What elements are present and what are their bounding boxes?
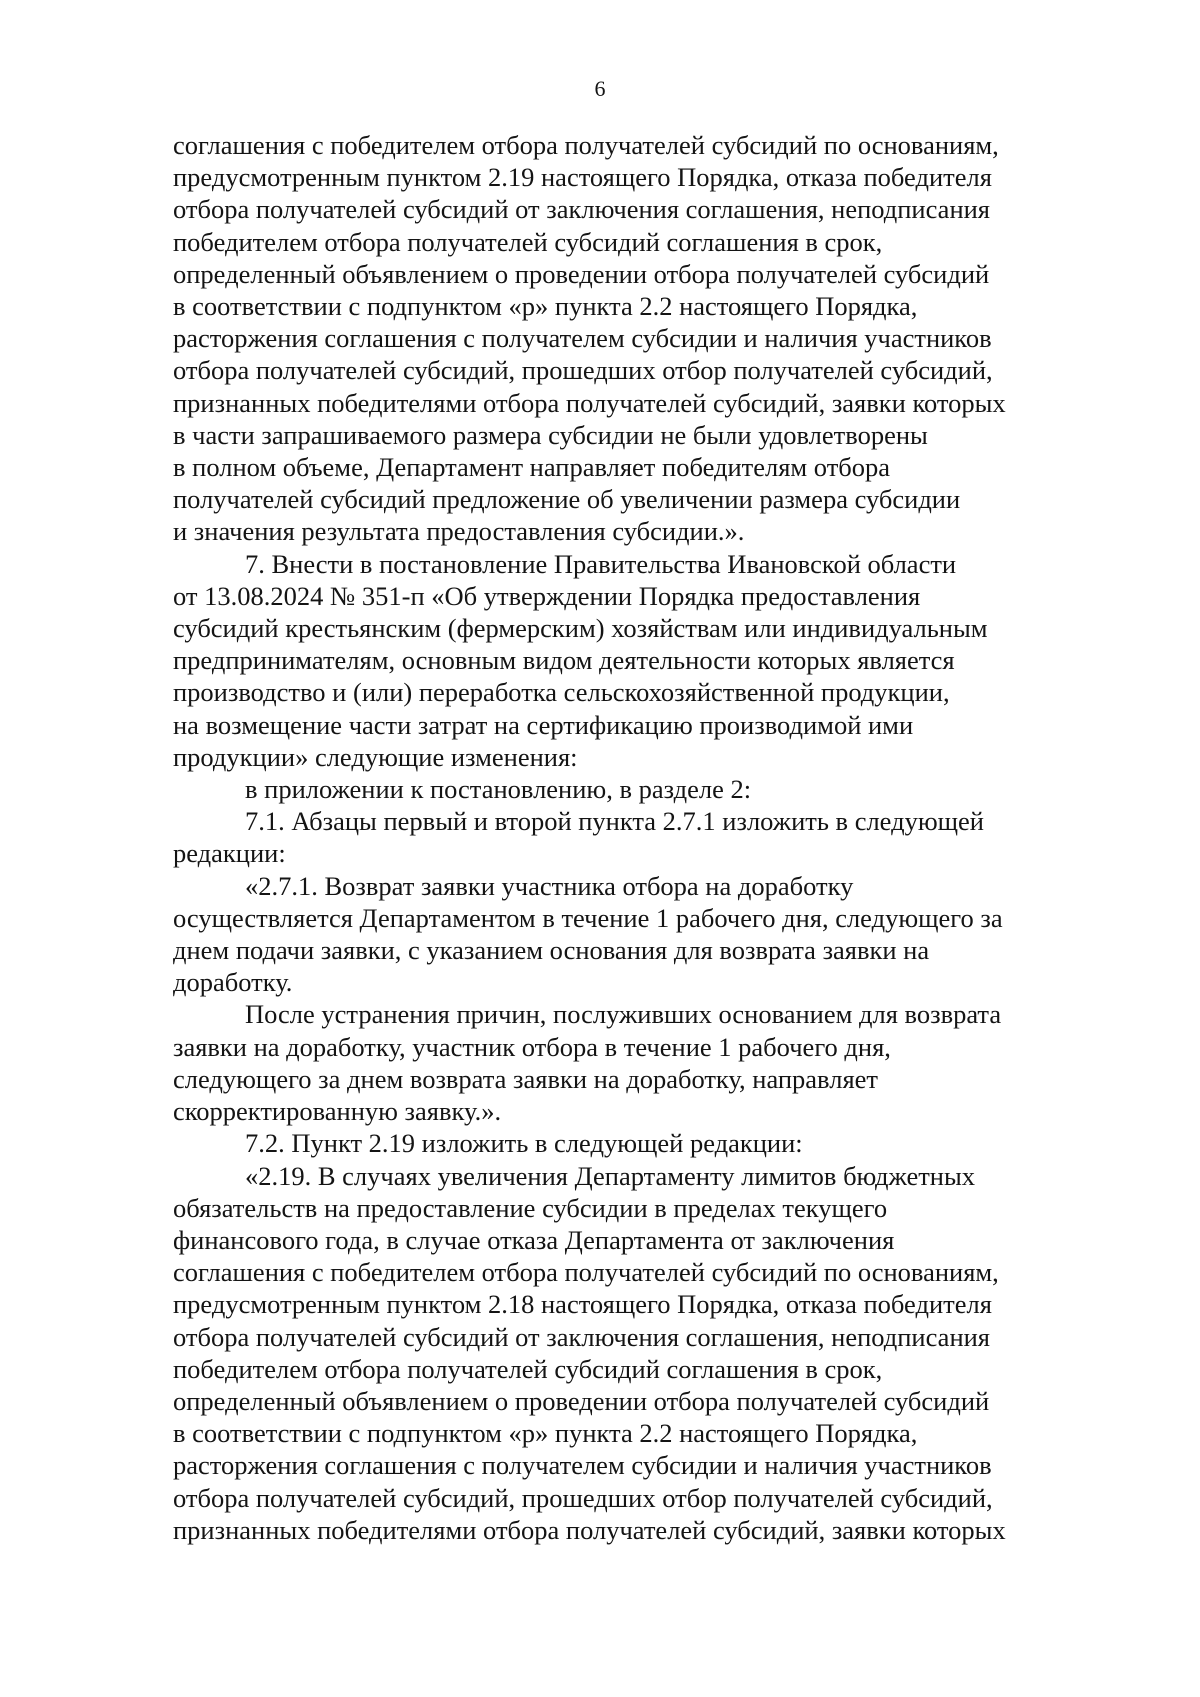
paragraph-clause-2-19: «2.19. В случаях увеличения Департаменту лимитов бюджетных обязательств на предоставление субсидии в пределах текущего финансового года, в случае отказа Департамента от заключения соглашения с победителем отбора получателей субсидий по основаниям, предусмотренным пунктом 2.18 настоящего Порядка, отказа победителя отбора получателей субсидий от заключения соглашения, неподписания победителем отбора получателей субсидий соглашения в срок, определенный объявлением о проведении отбора получателей субсидий в соответствии с подпунктом «р» пункта 2.2 настоящего Порядка, расторжения соглашения с получателем субсидии и наличия участников отбора получателей субсидий, прошедших отбор получателей субсидий, признанных победителями отбора получателей субсидий, заявки которых bbox=[173, 1160, 1006, 1545]
paragraph-after-correction: После устранения причин, послуживших основанием для возврата заявки на доработку, участник отбора в течение 1 рабочего дня, следующего за днем возврата заявки на доработку, направляет скорректированную заявку.». bbox=[173, 999, 1002, 1127]
paragraph-appendix-section: в приложении к постановлению, в разделе 2: bbox=[245, 774, 752, 805]
page-number: 6 bbox=[594, 76, 606, 101]
paragraph-continuation: соглашения с победителем отбора получателей субсидий по основаниям, предусмотренным пунктом 2.19 настоящего Порядка, отказа победителя отбора получателей субсидий от заключения соглашения, неподписания победителем отбора получателей субсидий соглашения в срок, определенный объявлением о проведении отбора получателей субсидий в соответствии с подпунктом «р» пункта 2.2 настоящего Порядка, расторжения соглашения с получателем субсидии и наличия участников отбора получателей субсидий, прошедших отбор получателей субсидий, признанных победителями отбора получателей субсидий, заявки которых в части запрашиваемого размера субсидии не были удовлетворены в полном объеме, Департамент направляет победителям отбора получателей субсидий предложение об увеличении размера субсидии и значения результата предоставления субсидии.». bbox=[173, 130, 1006, 547]
paragraph-item-7-1: 7.1. Абзацы первый и второй пункта 2.7.1 изложить в следующей редакции: bbox=[173, 806, 984, 869]
paragraph-item-7: 7. Внести в постановление Правительства Ивановской области от 13.08.2024 № 351-п «Об утверждении Порядка предоставления субсидий крестьянским (фермерским) хозяйствам или индивидуальным предпринимателям, основным видом деятельности которых является производство и (или) переработка сельскохозяйственной продукции, на возмещение части затрат на сертификацию производимой ими продукции» следующие изменения: bbox=[173, 548, 988, 772]
paragraph-item-7-2: 7.2. Пункт 2.19 изложить в следующей редакции: bbox=[245, 1128, 803, 1159]
paragraph-clause-2-7-1: «2.7.1. Возврат заявки участника отбора на доработку осуществляется Департаментом в течение 1 рабочего дня, следующего за днем подачи заявки, с указанием основания для возврата заявки на доработку. bbox=[173, 870, 1003, 998]
document-body bbox=[173, 129, 1080, 1546]
